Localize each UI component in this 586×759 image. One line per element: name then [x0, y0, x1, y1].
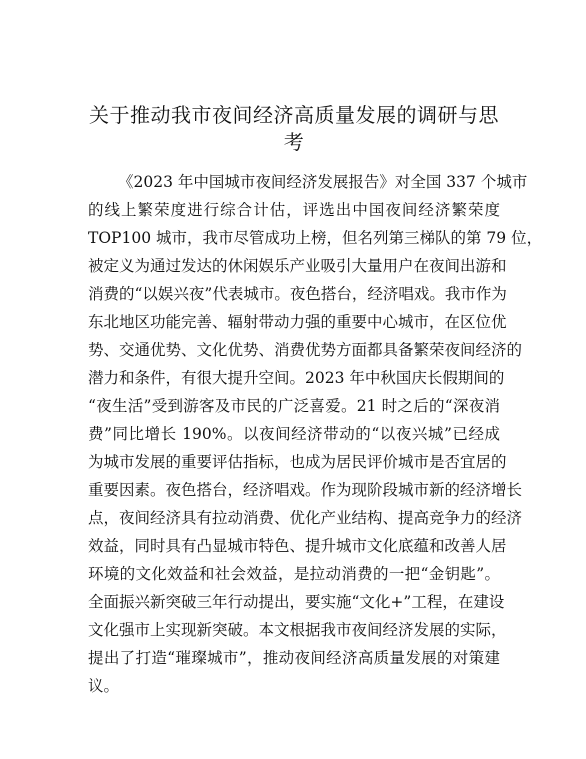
body-line: 势、交通优势、文化优势、消费优势方面都具备繁荣夜间经济的 — [88, 341, 523, 359]
body-line: 全面振兴新突破三年行动提出，要实施“文化+”工程，在建设 — [88, 593, 505, 611]
body-line: “夜生活”受到游客及市民的广泛喜爱。21 时之后的“深夜消 — [88, 397, 500, 415]
body-line: 的线上繁荣度进行综合计估，评选出中国夜间经济繁荣度 — [88, 201, 500, 219]
document-body — [88, 168, 543, 700]
body-line: 环境的文化效益和社会效益，是拉动消费的一把“金钥匙”。 — [88, 565, 500, 583]
body-line: 为城市发展的重要评估指标，也成为居民评价城市是否宜居的 — [88, 453, 507, 471]
body-line: 被定义为通过发达的休闲娱乐产业吸引大量用户在夜间出游和 — [88, 257, 507, 275]
body-line: 东北地区功能完善、辐射带动力强的重要中心城市，在区位优 — [88, 313, 507, 331]
body-line: 点，夜间经济具有拉动消费、优化产业结构、提高竞争力的经济 — [88, 509, 523, 527]
body-line: 费”同比增长 190%。以夜间经济带动的“以夜兴城”已经成 — [88, 425, 500, 443]
body-line: 提出了打造“璀璨城市”，推动夜间经济高质量发展的对策建 — [88, 649, 500, 667]
body-line: 议。 — [88, 677, 120, 695]
body-line: 消费的“以娱兴夜”代表城市。夜色搭台，经济唱戏。我市作为 — [88, 285, 507, 303]
body-line: 文化强市上实现新突破。本文根据我市夜间经济发展的实际， — [88, 621, 507, 639]
body-line: 《2023 年中国城市夜间经济发展报告》对全国 337 个城市 — [118, 173, 528, 191]
body-line: 效益，同时具有凸显城市特色、提升城市文化底蕴和改善人居 — [88, 537, 507, 555]
body-line: TOP100 城市，我市尽管成功上榜，但名列第三梯队的第 79 位， — [88, 229, 543, 247]
document-title: 关于推动我市夜间经济高质量发展的调研与思考 — [89, 103, 499, 154]
body-line: 重要因素。夜色搭台，经济唱戏。作为现阶段城市新的经济增长 — [88, 481, 523, 499]
body-line: 潜力和条件，有很大提升空间。2023 年中秋国庆长假期间的 — [88, 369, 505, 387]
